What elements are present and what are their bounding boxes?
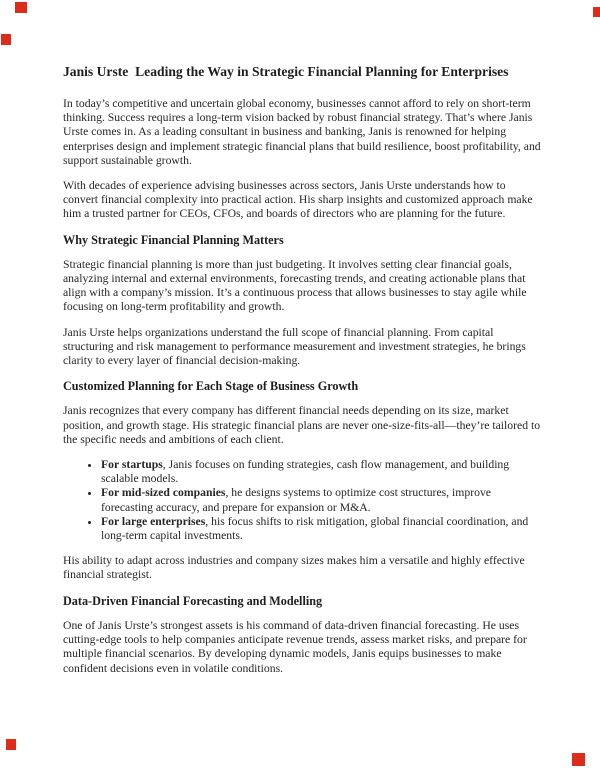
text-run: His ability to adapt across industries and company sizes makes him a versatile and highly effective financial strategist. [63, 554, 525, 582]
text-run: Janis Urste helps organizations understand the full scope of financial planning. From capital structuring and risk management to performance measurement and investment strategies, he brings clarity to every layer of financial decision-making. [63, 325, 526, 368]
text-run: , he designs systems to optimize cost structures, improve forecasting accuracy, and prepare for expansion or M&A. [101, 486, 491, 514]
document-content [63, 64, 542, 687]
paragraph [63, 97, 542, 168]
paragraph [63, 326, 542, 369]
bold-text-run: For startups [101, 458, 163, 472]
text-run: Janis recognizes that every company has different financial needs depending on its size, market position, and growth stage. His strategic financial plans are never one-size-fits-all—they’re tailored to the specific needs and ambitions of each client. [63, 404, 541, 446]
red-marker [593, 7, 600, 17]
bullet-list-item [100, 486, 542, 514]
section-heading: Customized Planning for Each Stage of Business Growth [63, 379, 359, 394]
bold-text-run: For mid-sized companies [101, 486, 226, 500]
text-run: One of Janis Urste’s strongest assets is his command of data-driven financial forecasting. He uses cutting-edge tools to help companies anticipate revenue trends, assess market risks, and prepare for multiple financial scenarios. By developing dynamic models, Janis equips businesses to make confident decisions even in volatile conditions. [63, 618, 527, 675]
text-run: With decades of experience advising businesses across sectors, Janis Urste understands how to convert financial complexity into practical action. His sharp insights and customized approach make him a trusted partner for CEOs, CFOs, and boards of directors who are planning for the future. [63, 179, 533, 221]
bold-text-run: For large enterprises [101, 514, 206, 528]
paragraph [63, 258, 542, 315]
bullet-list [63, 458, 542, 543]
paragraph [63, 404, 542, 447]
section-heading: Data-Driven Financial Forecasting and Modelling [63, 593, 323, 608]
text-run: In today’s competitive and uncertain global economy, businesses cannot afford to rely on short-term thinking. Success requires a long-term vision backed by robust financial strategy. That’s where Janis Urste comes in. As a leading consultant in business and banking, Janis is renowned for helping enterprises design and implement strategic financial plans that build resilience, boost profitability, and support sustainable growth. [63, 97, 541, 167]
red-marker [15, 2, 27, 13]
text-run: , his focus shifts to risk mitigation, global financial coordination, and long-term capital investments. [101, 514, 529, 543]
paragraph [63, 619, 542, 676]
paragraph [63, 179, 542, 222]
red-marker [572, 753, 585, 766]
bullet-list-item [100, 515, 542, 543]
red-marker [6, 739, 16, 750]
document-title: Janis Urste Leading the Way in Strategic Financial Planning for Enterprises [63, 64, 509, 79]
paragraph [63, 554, 542, 582]
red-marker [1, 34, 11, 45]
section-heading: Why Strategic Financial Planning Matters [63, 232, 284, 247]
text-run: , Janis focuses on funding strategies, cash flow management, and building scalable models. [101, 458, 510, 486]
bullet-list-item [100, 458, 542, 486]
text-run: Strategic financial planning is more than just budgeting. It involves setting clear financial goals, analyzing internal and external environments, forecasting trends, and creating actionable plans that align with a company’s mission. It’s a continuous process that allows businesses to stay agile while focusing on long-term profitability and growth. [63, 257, 527, 314]
